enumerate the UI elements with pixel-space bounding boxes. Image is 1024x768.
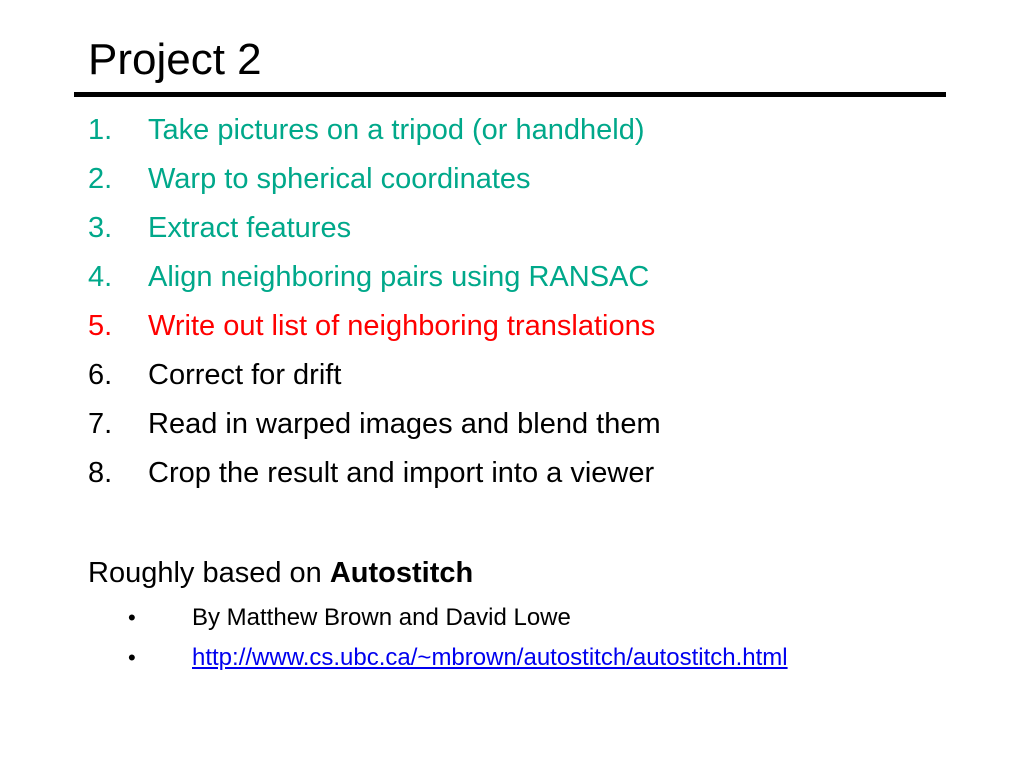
title-divider <box>74 92 946 97</box>
step-number: 4. <box>88 261 113 293</box>
based-on-line <box>88 549 473 598</box>
step-text: Correct for drift <box>148 359 342 391</box>
step-text: Warp to spherical coordinates <box>148 163 531 195</box>
autostitch-details-list <box>128 598 788 678</box>
step-number: 1. <box>88 114 113 146</box>
step-item-4 <box>88 253 661 302</box>
link-item <box>128 638 788 678</box>
step-item-3 <box>88 204 661 253</box>
steps-list <box>88 106 661 498</box>
step-text: Take pictures on a tripod (or handheld) <box>148 114 645 146</box>
bullet-icon: • <box>128 645 136 670</box>
step-item-1 <box>88 106 661 155</box>
authors-item <box>128 598 788 638</box>
step-number: 3. <box>88 212 113 244</box>
step-text: Extract features <box>148 212 352 244</box>
step-text: Write out list of neighboring translations <box>148 310 656 342</box>
step-item-7 <box>88 400 661 449</box>
bullet-icon: • <box>128 605 136 630</box>
step-text: Align neighboring pairs using RANSAC <box>148 261 650 293</box>
step-item-2 <box>88 155 661 204</box>
step-number: 8. <box>88 457 113 489</box>
autostitch-link[interactable]: http://www.cs.ubc.ca/~mbrown/autostitch/autostitch.html <box>192 644 788 671</box>
step-item-8 <box>88 449 661 498</box>
step-item-6 <box>88 351 661 400</box>
step-number: 6. <box>88 359 113 391</box>
step-number: 7. <box>88 408 113 440</box>
step-text: Read in warped images and blend them <box>148 408 661 440</box>
slide-title: Project 2 <box>88 35 262 84</box>
authors-text: By Matthew Brown and David Lowe <box>192 604 571 631</box>
step-number: 5. <box>88 310 113 342</box>
step-number: 2. <box>88 163 113 195</box>
autostitch-name: Autostitch <box>329 557 474 589</box>
step-item-5 <box>88 302 661 351</box>
based-on-prefix: Roughly based on <box>88 557 330 589</box>
step-text: Crop the result and import into a viewer <box>148 457 655 489</box>
